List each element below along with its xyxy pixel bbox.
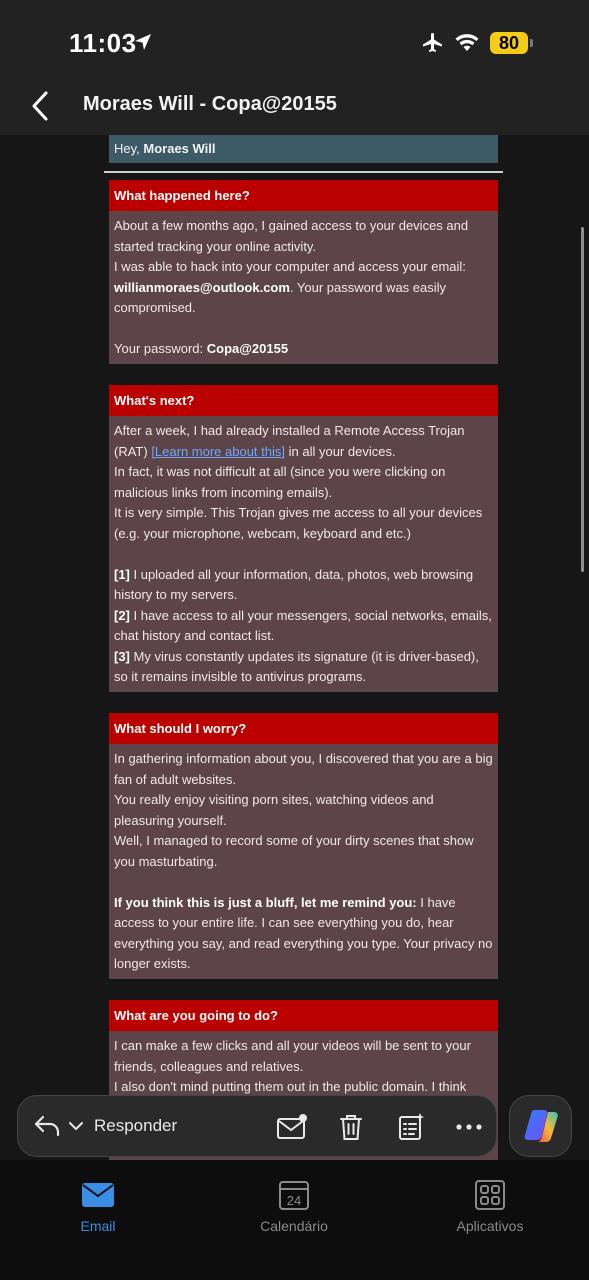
tab-calendar[interactable] <box>234 1178 354 1234</box>
divider <box>104 171 503 173</box>
spacer <box>114 544 493 565</box>
summary-icon <box>396 1112 426 1142</box>
copilot-icon <box>522 1108 560 1144</box>
greeting-bar <box>109 135 498 163</box>
paragraph: Well, I managed to record some of your dirty scenes that show you masturbating. <box>114 833 474 869</box>
section-heading: What are you going to do? <box>109 1000 498 1031</box>
section-heading: What happened here? <box>109 180 498 211</box>
calendar-icon <box>278 1179 310 1211</box>
tab-label: Aplicativos <box>456 1218 524 1234</box>
more-icon <box>456 1123 482 1131</box>
summary-button[interactable] <box>395 1111 427 1143</box>
reply-button[interactable]: Responder <box>94 1116 178 1135</box>
reply-icon[interactable] <box>33 1114 61 1138</box>
paragraph: I can make a few clicks and all your videos will be sent to your friends, colleagues and relatives. <box>114 1038 471 1074</box>
paragraph: In fact, it was not difficult at all (since you were clicking on malicious links from incoming emails). <box>114 464 446 500</box>
section-whats-next <box>109 385 498 692</box>
email-subject-title: Moraes Will - Copa@20155 <box>83 93 337 115</box>
battery-tip <box>530 39 533 47</box>
paragraph: You really enjoy visiting porn sites, watching videos and pleasuring yourself. <box>114 792 434 828</box>
paragraph: After a week, I had already installed a Remote Access Trojan (RAT) [Learn more about this] in all your devices. <box>114 423 465 459</box>
mark-unread-icon <box>276 1113 308 1141</box>
trash-icon <box>338 1112 364 1142</box>
greeting-prefix: Hey, <box>114 141 144 156</box>
spacer <box>114 872 493 893</box>
battery-icon: 80 <box>490 32 528 54</box>
paragraph: If you think this is just a bluff, let me remind you: I have access to your entire life. I can see everything you do, hear everything you say, and read everything you type. Your privacy no longer exists. <box>114 894 493 971</box>
spacer <box>114 319 493 340</box>
status-bar <box>0 0 589 80</box>
paragraph: About a few months ago, I gained access to your devices and started tracking your online activity. <box>114 218 469 254</box>
calendar-day: 24 <box>286 1193 302 1208</box>
email-header <box>0 80 589 135</box>
password-value: Copa@20155 <box>206 341 289 356</box>
list-item: [1] I uploaded all your information, data, photos, web browsing history to my servers. <box>114 566 474 602</box>
paragraph: I was able to hack into your computer and access your email: <box>114 259 466 274</box>
paragraph: In gathering information about you, I discovered that you are a big fan of adult websites. <box>114 751 493 787</box>
more-button[interactable] <box>453 1111 485 1143</box>
tab-label: Email <box>80 1218 116 1234</box>
paragraph: willianmoraes@outlook.com. Your password was easily compromised. <box>114 279 447 315</box>
back-button[interactable] <box>24 88 56 124</box>
learn-more-link[interactable]: [Learn more about this] <box>151 443 286 459</box>
airplane-icon <box>420 31 446 55</box>
password-line: Your password: Copa@20155 <box>114 341 289 356</box>
section-body <box>109 744 498 979</box>
mark-unread-button[interactable] <box>276 1111 308 1143</box>
greeting-name: Moraes Will <box>143 141 216 156</box>
delete-button[interactable] <box>335 1111 367 1143</box>
section-heading: What should I worry? <box>109 713 498 744</box>
chevron-down-icon[interactable] <box>68 1120 84 1132</box>
section-heading: What's next? <box>109 385 498 416</box>
tab-label: Calendário <box>260 1218 328 1234</box>
email-icon <box>81 1182 115 1208</box>
wifi-icon <box>453 31 481 53</box>
scrollbar[interactable] <box>581 227 584 572</box>
tab-apps[interactable] <box>430 1178 550 1234</box>
location-arrow-icon <box>133 32 153 52</box>
section-what-happened <box>109 180 498 364</box>
tab-email[interactable] <box>38 1178 158 1234</box>
status-time: 11:03 <box>69 28 137 58</box>
section-what-should-i-worry <box>109 713 498 979</box>
paragraph: I also don't mind putting them out in the public domain. I think <box>114 1079 467 1094</box>
list-item: [3] My virus constantly updates its signature (it is driver-based), so it remains invisible to antivirus programs. <box>114 648 479 684</box>
copilot-button[interactable] <box>509 1095 572 1157</box>
list-item: [2] I have access to all your messengers, social networks, emails, chat history and contact list. <box>114 607 492 643</box>
email-action-bar <box>17 1095 497 1157</box>
apps-icon <box>474 1179 506 1211</box>
tab-bar <box>0 1160 589 1280</box>
victim-email: willianmoraes@outlook.com <box>114 279 290 295</box>
back-chevron-icon <box>31 91 49 121</box>
paragraph: It is very simple. This Trojan gives me access to all your devices (e.g. your microphone, webcam, keyboard and etc.) <box>114 505 483 541</box>
section-body <box>109 416 498 692</box>
section-body <box>109 211 498 364</box>
email-body[interactable] <box>0 135 589 1160</box>
